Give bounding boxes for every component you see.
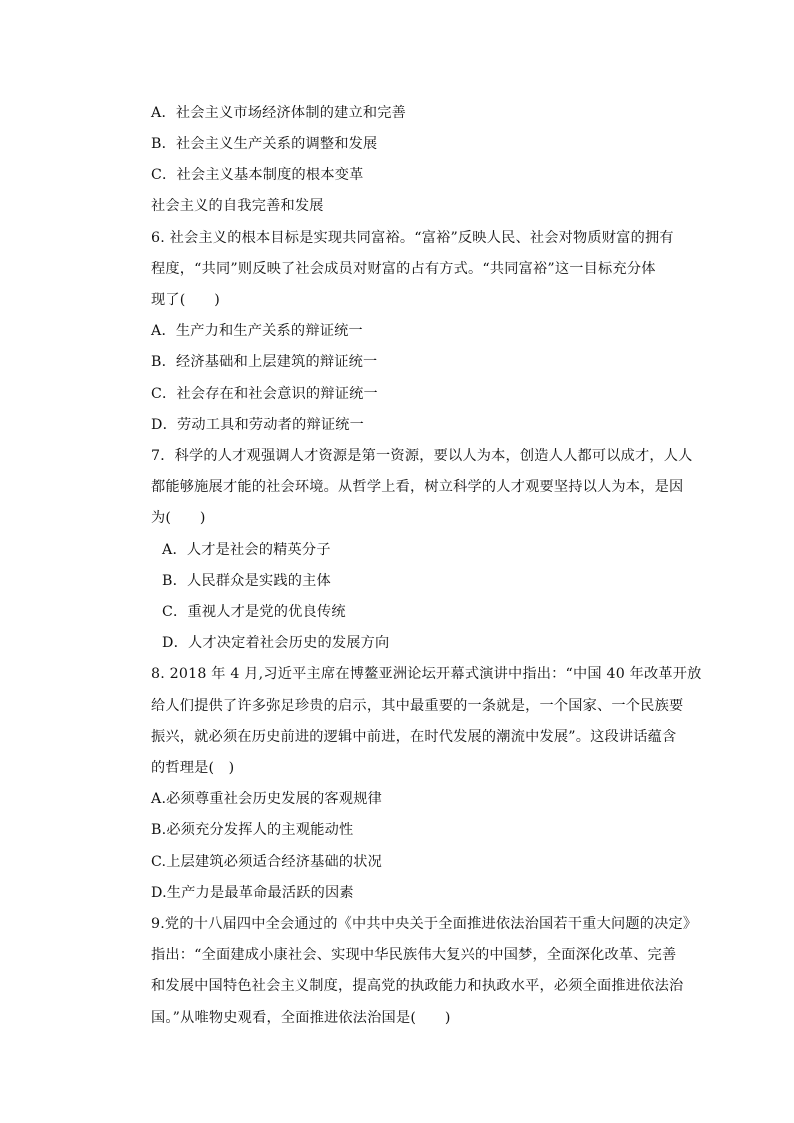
q6-option-d: D．劳动工具和劳动者的辩证统一 xyxy=(151,417,365,433)
q7-option-c: C．重视人才是党的优良传统 xyxy=(162,604,346,620)
q8-option-a: A.必须尊重社会历史发展的客观规律 xyxy=(151,791,382,807)
q9-stem-line-3: 和发展中国特色社会主义制度，提高党的执政能力和执政水平，必须全面推进依法治 xyxy=(151,978,684,994)
q7-option-b: B．人民群众是实践的主体 xyxy=(162,573,331,589)
q8-option-d: D.生产力是最革命最活跃的因素 xyxy=(151,885,354,901)
q9-stem-line-4: 国。”从唯物史观看，全面推进依法治国是( ) xyxy=(151,1010,451,1026)
q8-stem-line-3: 振兴，就必须在历史前进的逻辑中前进，在时代发展的潮流中发展”。这段讲话蕴含 xyxy=(151,729,677,745)
q8-option-c: C.上层建筑必须适合经济基础的状况 xyxy=(151,854,383,870)
q9-stem-line-1: 9.党的十八届四中全会通过的《中共中央关于全面推进依法治国若干重大问题的决定》 xyxy=(151,916,698,932)
q7-stem-line-2: 都能够施展才能的社会环境。从哲学上看，树立科学的人才观要坚持以人为本，是因 xyxy=(151,479,684,495)
q8-option-b: B.必须充分发挥人的主观能动性 xyxy=(151,822,354,838)
q8-stem-line-1: 8. 2018 年 4 月,习近平主席在博鳌亚洲论坛开幕式演讲中指出：“中国 40 年改革开放 xyxy=(151,666,702,682)
q6-option-c: C．社会存在和社会意识的辩证统一 xyxy=(151,386,378,402)
q7-option-a: A．人才是社会的精英分子 xyxy=(162,542,331,558)
q7-stem-line-3: 为( ) xyxy=(151,510,206,526)
q7-stem-line-1: 7．科学的人才观强调人才资源是第一资源，要以人为本，创造人人都可以成才，人人 xyxy=(151,448,693,464)
q6-stem-line-1: 6. 社会主义的根本目标是实现共同富裕。“富裕”反映人民、社会对物质财富的拥有 xyxy=(151,230,674,246)
q6-stem-line-2: 程度，“共同”则反映了社会成员对财富的占有方式。“共同富裕”这一目标充分体 xyxy=(151,261,656,277)
q7-option-d: D．人才决定着社会历史的发展方向 xyxy=(162,635,390,651)
q5-option-d: 社会主义的自我完善和发展 xyxy=(151,198,324,214)
q6-option-a: A．生产力和生产关系的辩证统一 xyxy=(151,323,363,339)
q5-option-c: C．社会主义基本制度的根本变革 xyxy=(151,167,364,183)
q6-option-b: B．经济基础和上层建筑的辩证统一 xyxy=(151,354,378,370)
q9-stem-line-2: 指出：“全面建成小康社会、实现中华民族伟大复兴的中国梦，全面深化改革、完善 xyxy=(151,947,677,963)
q8-stem-line-4: 的哲理是( ) xyxy=(151,760,235,776)
q8-stem-line-2: 给人们提供了许多弥足珍贵的启示，其中最重要的一条就是，一个国家、一个民族要 xyxy=(151,698,684,714)
q6-stem-line-3: 现了( ) xyxy=(151,292,221,308)
q5-option-b: B．社会主义生产关系的调整和发展 xyxy=(151,136,378,152)
q5-option-a: A．社会主义市场经济体制的建立和完善 xyxy=(151,105,407,121)
